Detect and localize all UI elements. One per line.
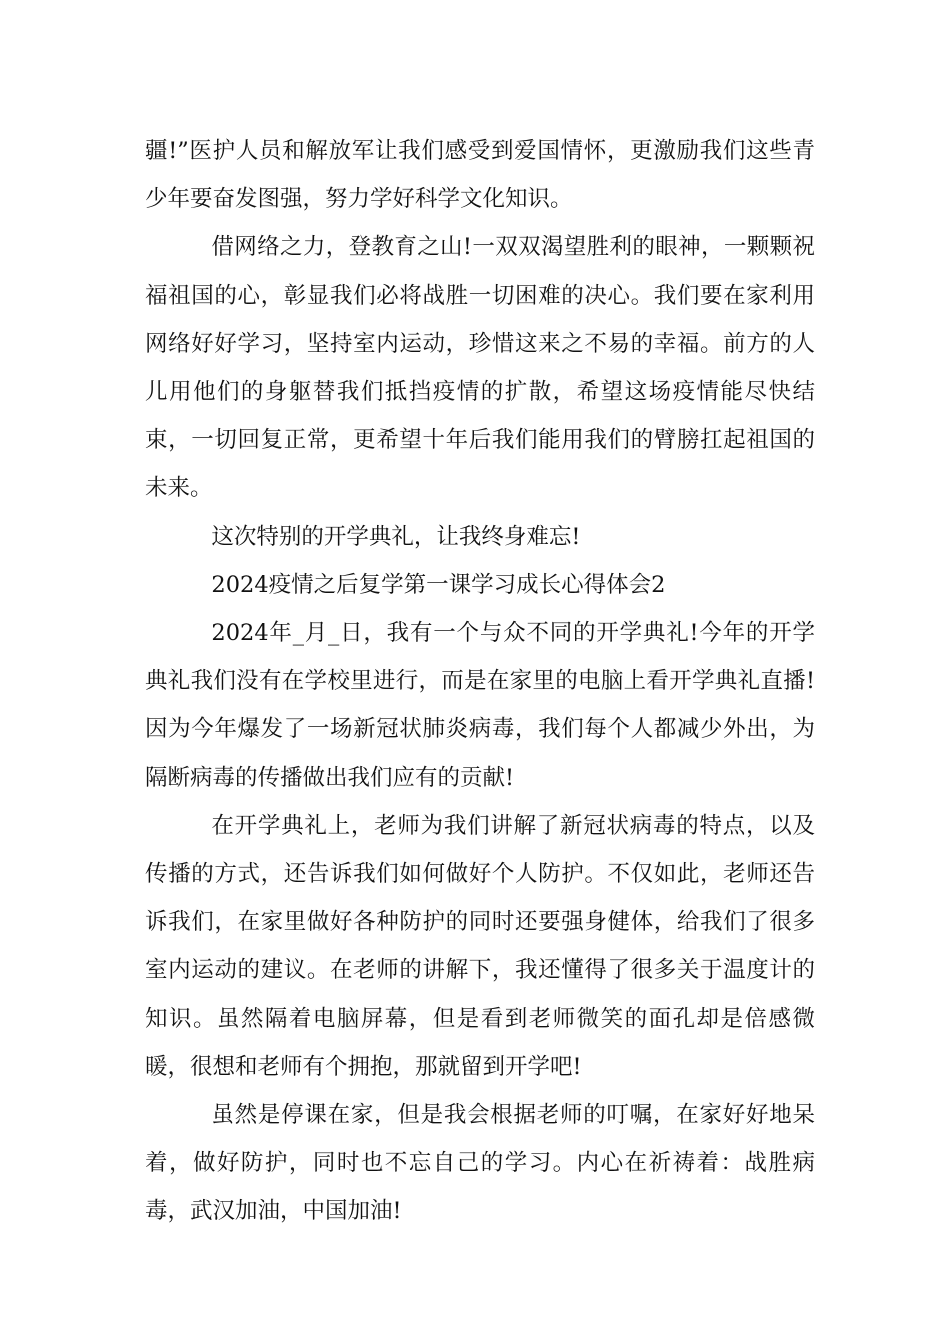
paragraph-network-learning: 借网络之力，登教育之山!一双双渴望胜利的眼神，一颗颗祝福祖国的心，彰显我们必将战胜一切困难的决心。我们要在家利用网络好好学习，坚持室内运动，珍惜这来之不易的幸福。前方的人儿用他们的身躯替我们抵挡疫情的扩散，希望这场疫情能尽快结束，一切回复正常，更希望十年后我们能用我们的臂膀扛起祖国的未来。 — [145, 234, 815, 502]
document-body — [145, 127, 815, 1236]
paragraph-unforgettable: 这次特别的开学典礼，让我终身难忘! — [211, 523, 581, 550]
section-title: 2024疫情之后复学第一课学习成长心得体会2 — [211, 571, 666, 598]
paragraph-opening-ceremony: 2024年_月_日，我有一个与众不同的开学典礼!今年的开学典礼我们没有在学校里进行，而是在家里的电脑上看开学典礼直播!因为今年爆发了一场新冠状肺炎病毒，我们每个人都减少外出，为隔断病毒的传播做出我们应有的贡献! — [145, 620, 815, 791]
paragraph-stay-home: 虽然是停课在家，但是我会根据老师的叮嘱，在家好好地呆着，做好防护，同时也不忘自己的学习。内心在祈祷着：战胜病毒，武汉加油，中国加油! — [145, 1102, 815, 1225]
paragraph-teacher-lecture: 在开学典礼上，老师为我们讲解了新冠状病毒的特点，以及传播的方式，还告诉我们如何做好个人防护。不仅如此，老师还告诉我们，在家里做好各种防护的同时还要强身健体，给我们了很多室内运动的建议。在老师的讲解下，我还懂得了很多关于温度计的知识。虽然隔着电脑屏幕，但是看到老师微笑的面孔却是倍感微暖，很想和老师有个拥抱，那就留到开学吧! — [145, 812, 815, 1080]
paragraph-continuation: 疆!”医护人员和解放军让我们感受到爱国情怀，更激励我们这些青少年要奋发图强，努力学好科学文化知识。 — [145, 138, 815, 213]
